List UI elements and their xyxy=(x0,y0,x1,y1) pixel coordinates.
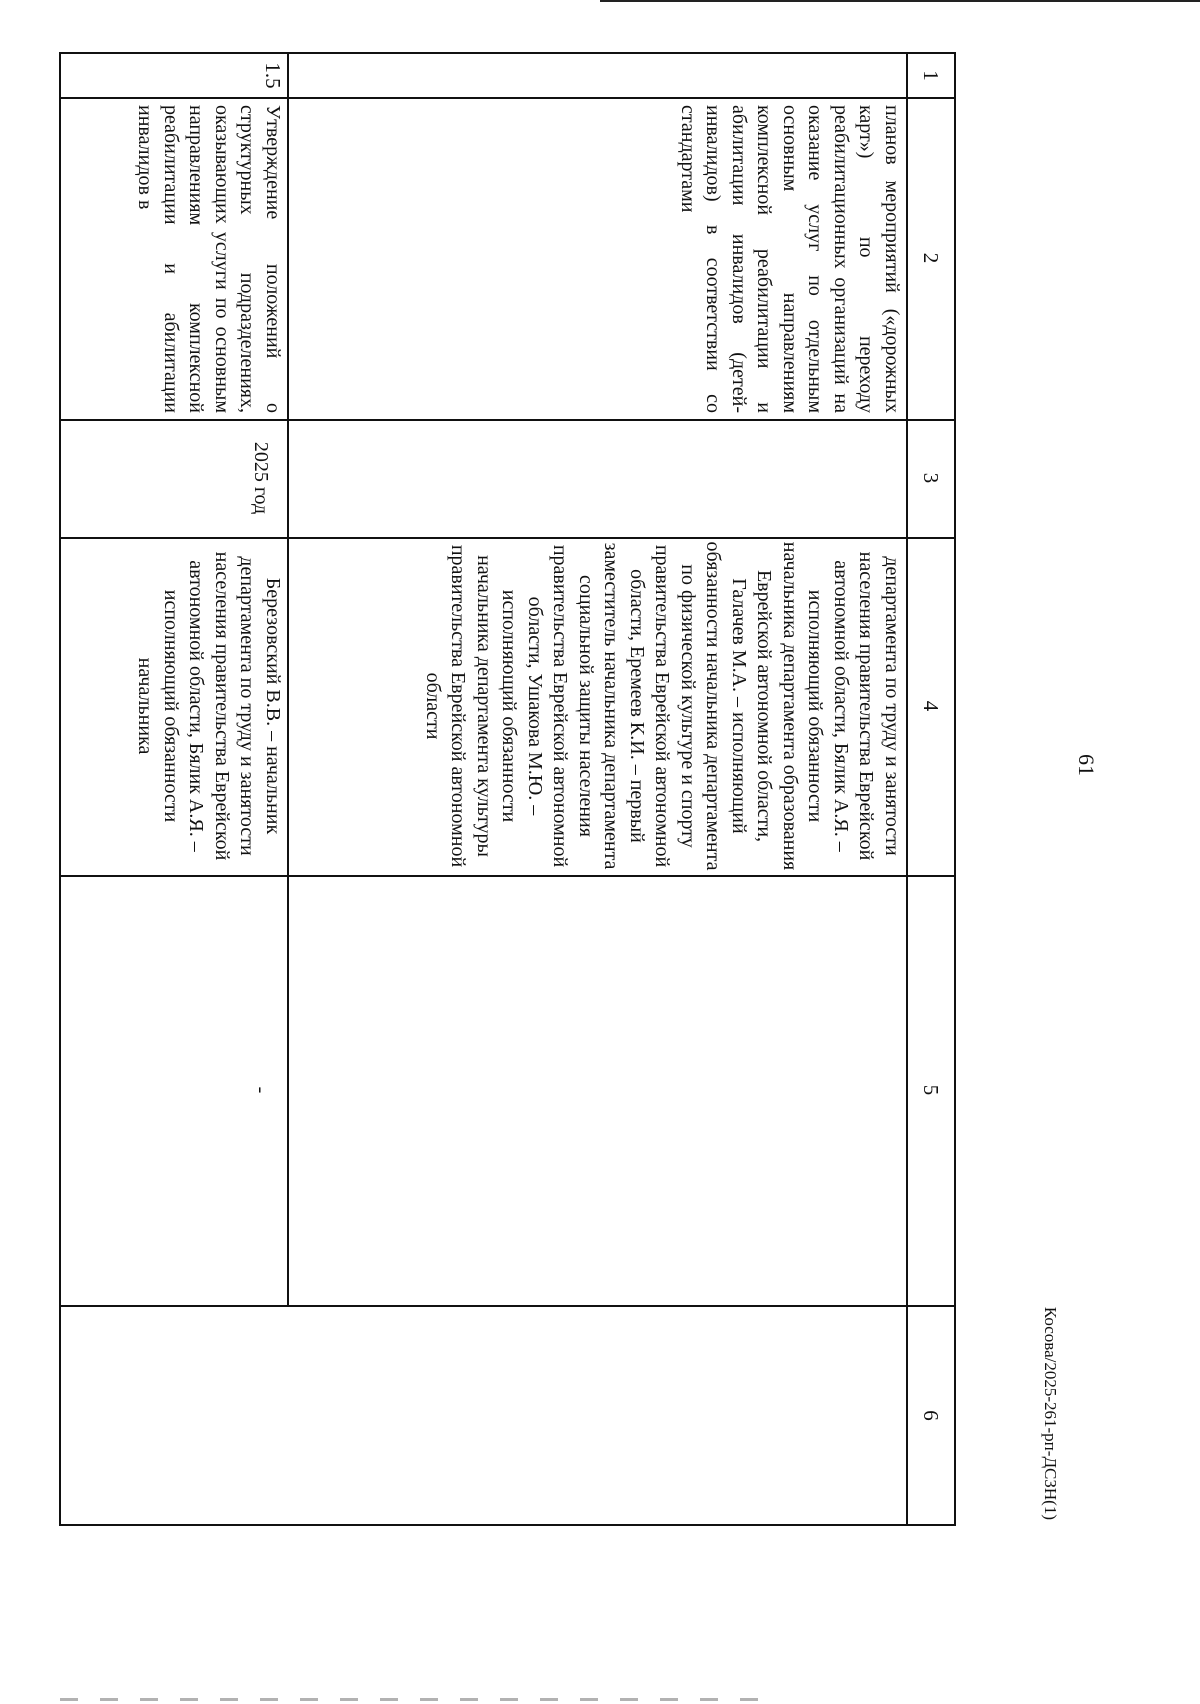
col5-text: - xyxy=(250,1086,272,1094)
measure-text: Утверждение положений о структурных подразделениях, оказывающих услуги по основным направлениям комплексной реабилитации и абилитации инвалидов в xyxy=(134,105,284,413)
row-number: 1.5 xyxy=(261,62,285,89)
measures-table xyxy=(59,52,956,1526)
term-text xyxy=(289,419,906,537)
header-col-4: 4 xyxy=(918,700,943,712)
rotated-content xyxy=(134,0,1104,1530)
responsible-text: департамента по труду и занятости населения правительства Еврейской автономной области, Бялик А.Я. – исполняющий обязанности начальника департамента образования Еврейской автономной области, Галачев М.А. – исполняющий обязанности начальника департамента по физической культуре и спорту правительства Еврейской автономной области, Еремеев К.И. – первый заместитель начальника департамента социальной защиты населения правительства Еврейской автономной области, Ушакова М.Ю. – исполняющий обязанности начальника департамента культуры правительства Еврейской автономной области xyxy=(422,541,903,871)
measure-text: планов мероприятий («дорожных карт») по переходу реабилитационных организаций на оказание услуг по отдельным основным направлениям комплексной реабилитации и абилитации инвалидов (детей-инвалидов) в соответствии со стандартами xyxy=(677,105,903,413)
page-number: 61 xyxy=(1074,754,1099,776)
col5-text xyxy=(289,875,906,1305)
scan-noise xyxy=(60,1698,760,1701)
header-col-1: 1 xyxy=(918,70,943,81)
col6-text xyxy=(61,1305,906,1526)
responsible-text: Березовский В.В. – начальник департамента по труду и занятости населения правительства Еврейской автономной области, Бялик А.Я. – исполняющий обязанности начальника xyxy=(134,551,284,861)
term-text: 2025 год xyxy=(250,441,272,515)
header-col-6: 6 xyxy=(918,1410,943,1421)
document-code: Косова/2025-261-рп-ДСЗН(1) xyxy=(1041,1306,1060,1520)
header-col-2: 2 xyxy=(918,252,943,264)
header-col-5: 5 xyxy=(918,1084,943,1096)
header-col-3: 3 xyxy=(918,472,943,484)
row-number xyxy=(289,54,906,97)
